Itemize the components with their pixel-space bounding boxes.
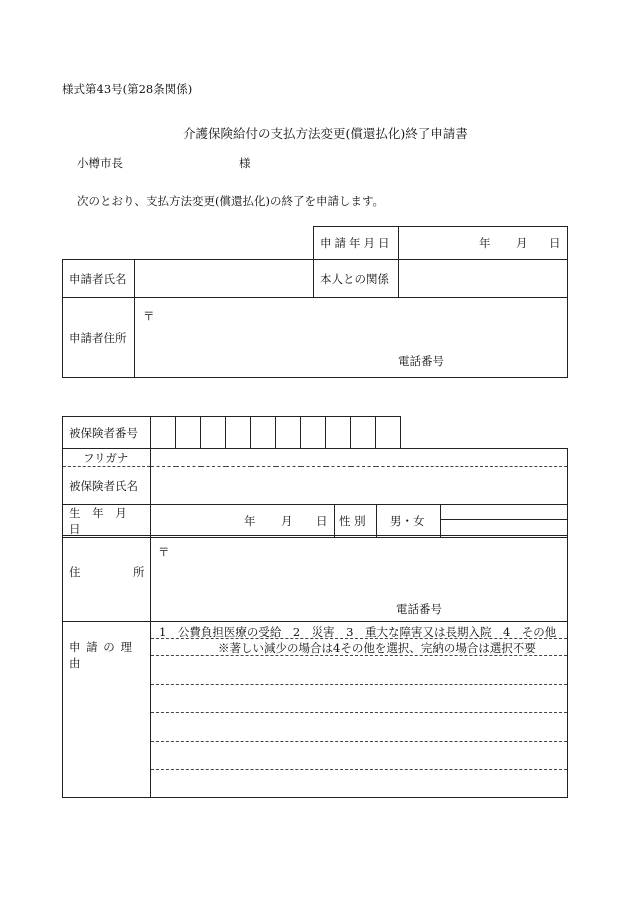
insured-number-digit[interactable]: [326, 417, 351, 449]
reason-options: 1 公費負担医療の受給 2 災害 3 重大な障害又は長期入院 4 その他: [159, 625, 557, 639]
form-number: 様式第43号(第28条関係): [62, 82, 193, 96]
address-label-char: 所: [133, 565, 145, 579]
reason-dashed-line: [151, 655, 567, 656]
birth-date-label: 生 年 月 日: [63, 505, 151, 538]
application-date-label: 申請年月日: [314, 227, 399, 260]
applicant-phone-label: 電話番号: [398, 354, 444, 368]
day-unit: 日: [316, 514, 328, 528]
intro-text: 次のとおり、支払方法変更(償還払化)の終了を申請します。: [77, 194, 385, 208]
month-unit: 月: [281, 514, 293, 528]
birth-date-field[interactable]: [151, 505, 335, 538]
insured-phone-label: 電話番号: [396, 602, 442, 616]
reason-dashed-line: [151, 638, 567, 639]
blank-area: [63, 227, 314, 260]
insured-address-field[interactable]: [151, 536, 568, 622]
address-reason-table: [62, 535, 568, 798]
insured-number-digit[interactable]: [376, 417, 401, 449]
insured-number-digit[interactable]: [151, 417, 176, 449]
insured-address-label: [63, 536, 151, 622]
applicant-address-field[interactable]: [135, 298, 568, 378]
birth-sex-table: [62, 504, 568, 538]
insured-number-digit[interactable]: [226, 417, 251, 449]
applicant-address-label: 申請者住所: [63, 298, 135, 378]
blank-area: [401, 417, 568, 449]
relation-label: 本人との関係: [314, 260, 399, 298]
reason-label: 申 請 の 理 由: [63, 622, 151, 798]
insured-number-digit[interactable]: [301, 417, 326, 449]
insured-name-field[interactable]: [151, 467, 568, 505]
reason-dashed-line: [151, 712, 567, 713]
applicant-name-label: 申請者氏名: [63, 260, 135, 298]
year-unit: 年: [479, 236, 491, 250]
insured-name-label: 被保険者氏名: [63, 467, 151, 505]
insured-number-digit[interactable]: [251, 417, 276, 449]
month-unit: 月: [516, 236, 528, 250]
year-unit: 年: [244, 514, 256, 528]
postal-mark: 〒: [158, 545, 170, 559]
sex-options[interactable]: 男・女: [377, 505, 441, 538]
furigana-label: フリガナ: [63, 449, 151, 467]
reason-note: ※著しい減少の場合は4その他を選択、完納の場合は選択不要: [218, 641, 536, 655]
insured-number-digit[interactable]: [276, 417, 301, 449]
insured-table: [62, 416, 568, 505]
applicant-table: [62, 226, 568, 378]
reason-field[interactable]: [151, 622, 568, 798]
page-title: 介護保険給付の支払方法変更(償還払化)終了申請書: [183, 126, 468, 141]
insured-number-digit[interactable]: [351, 417, 376, 449]
furigana-field[interactable]: [151, 449, 568, 467]
sex-label: 性 別: [335, 505, 377, 538]
reason-dashed-line: [151, 769, 567, 770]
application-date-field[interactable]: [399, 227, 568, 260]
reason-dashed-line: [151, 741, 567, 742]
addressee-honorific: 様: [239, 156, 251, 170]
insured-number-digit[interactable]: [176, 417, 201, 449]
postal-mark: 〒: [143, 309, 155, 323]
addressee-name: 小樽市長: [77, 156, 123, 170]
address-label-char: 住: [69, 565, 81, 579]
applicant-name-field[interactable]: [135, 260, 314, 298]
relation-field[interactable]: [399, 260, 568, 298]
insured-number-label: 被保険者番号: [63, 417, 151, 449]
insured-number-digit[interactable]: [201, 417, 226, 449]
reason-dashed-line: [151, 684, 567, 685]
day-unit: 日: [549, 236, 561, 250]
blank-area: [441, 505, 568, 538]
